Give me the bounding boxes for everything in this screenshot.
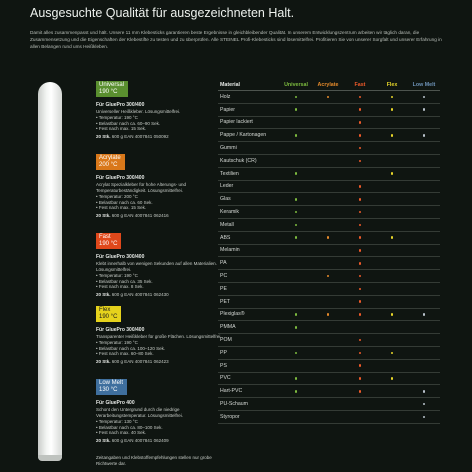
material-name: Gummi — [220, 145, 237, 152]
material-name: PP — [220, 349, 227, 356]
table-cell — [280, 224, 312, 227]
product-fast — [96, 232, 222, 298]
suitable-dot-icon — [391, 108, 394, 111]
product-compat: Für GluePro 300/400 — [96, 175, 145, 181]
table-cell — [344, 339, 376, 342]
table-row — [218, 296, 440, 309]
product-badge — [96, 233, 121, 249]
suitable-dot-icon — [359, 96, 362, 99]
material-name: Holz — [220, 93, 231, 100]
product-bullet: • Fest nach max. 40 Sek. — [96, 430, 222, 436]
glue-stick-tip — [38, 455, 62, 461]
product-name: Universal — [99, 82, 125, 88]
table-row — [218, 91, 440, 104]
table-row — [218, 385, 440, 398]
suitable-dot-icon — [295, 134, 298, 137]
product-desc: Acrylat Spezialkleber für hohe Alterungs- und Temperaturbeständigkeit. Lösungsmittelfrei. — [96, 182, 187, 193]
glue-stick-image — [38, 82, 62, 460]
order-ean: 600 g EAN 4007841 050092 — [111, 134, 169, 140]
suitable-dot-icon — [359, 313, 362, 316]
table-cell — [408, 108, 440, 111]
column-header-acrylate: Acrylate — [317, 81, 339, 88]
material-name: PMMA — [220, 324, 236, 331]
suitable-dot-icon — [423, 134, 426, 137]
footnote: Zeitangaben und Klebstoffempfehlungen stellen nur grobe Richtwerte dar. — [96, 455, 212, 466]
suitable-dot-icon — [327, 275, 330, 278]
table-cell — [344, 352, 376, 355]
product-order — [96, 213, 222, 219]
table-cell — [408, 96, 440, 99]
order-ean: 600 g EAN 4007841 062416 — [111, 213, 169, 219]
product-bullet: • Fest nach max. 15 Sek. — [96, 205, 222, 211]
product-acrylate — [96, 153, 222, 219]
table-row — [218, 193, 440, 206]
table-cell — [344, 160, 376, 163]
material-name: Glas — [220, 196, 231, 203]
suitable-dot-icon — [391, 172, 394, 175]
suitable-dot-icon — [295, 224, 298, 227]
suitable-dot-icon — [359, 134, 362, 137]
suitable-dot-icon — [391, 236, 394, 239]
table-cell — [280, 326, 312, 329]
suitable-dot-icon — [359, 198, 362, 201]
table-row — [218, 155, 440, 168]
table-row — [218, 232, 440, 245]
table-cell — [408, 416, 440, 419]
table-cell — [344, 108, 376, 111]
table-cell — [280, 211, 312, 214]
table-cell — [344, 390, 376, 393]
table-cell — [344, 262, 376, 265]
suitable-dot-icon — [423, 96, 426, 99]
order-ean: 600 g EAN 4007841 062423 — [111, 359, 169, 365]
table-row — [218, 411, 440, 424]
table-cell — [376, 352, 408, 355]
product-order — [96, 292, 222, 298]
table-row — [218, 142, 440, 155]
suitable-dot-icon — [359, 390, 362, 393]
table-cell — [280, 352, 312, 355]
suitable-dot-icon — [295, 211, 298, 214]
table-cell — [344, 300, 376, 303]
product-bullet: • Belastbar nach ca. 60 Sek. — [96, 200, 222, 206]
table-cell — [376, 108, 408, 111]
product-badge — [96, 306, 121, 322]
suitable-dot-icon — [391, 352, 394, 355]
material-header: Material — [220, 81, 241, 88]
table-cell — [280, 172, 312, 175]
table-row — [218, 334, 440, 347]
order-ean: 600 g EAN 4007841 062409 — [111, 438, 169, 444]
table-row — [218, 206, 440, 219]
product-bullet: • Temperatur: 200 °C — [96, 194, 222, 200]
material-name: Hart-PVC — [220, 388, 243, 395]
suitable-dot-icon — [359, 185, 362, 188]
product-temp: 190 °C — [99, 241, 118, 247]
suitable-dot-icon — [359, 288, 362, 291]
product-bullet: • Belastbar nach ca. 100–120 Sek. — [96, 346, 222, 352]
table-cell — [344, 249, 376, 252]
suitable-dot-icon — [295, 352, 298, 355]
table-cell — [312, 96, 344, 99]
table-cell — [376, 377, 408, 380]
table-cell — [344, 147, 376, 150]
product-temp: 190 °C — [99, 89, 118, 95]
suitable-dot-icon — [423, 416, 426, 419]
suitable-dot-icon — [423, 313, 426, 316]
product-low-melt — [96, 378, 222, 444]
table-row — [218, 347, 440, 360]
suitable-dot-icon — [423, 403, 426, 406]
column-header-low-melt: Low Melt — [412, 81, 436, 88]
material-name: Textilien — [220, 170, 239, 177]
product-badge — [96, 154, 125, 170]
material-name: ABS — [220, 234, 231, 241]
suitable-dot-icon — [295, 236, 298, 239]
product-name: Fast — [99, 234, 111, 240]
suitable-dot-icon — [359, 377, 362, 380]
suitable-dot-icon — [295, 198, 298, 201]
table-row — [218, 181, 440, 194]
product-bullets — [96, 194, 222, 211]
table-cell — [376, 236, 408, 239]
product-desc: Schont den Untergrund durch die niedrige Verarbeitungstemperatur. Lösungsmittelfrei. — [96, 407, 184, 418]
table-cell — [344, 364, 376, 367]
suitable-dot-icon — [391, 377, 394, 380]
table-cell — [280, 108, 312, 111]
suitable-dot-icon — [295, 96, 298, 99]
suitable-dot-icon — [359, 211, 362, 214]
table-cell — [344, 275, 376, 278]
material-name: Papier lackiert — [220, 119, 253, 126]
suitable-dot-icon — [327, 313, 330, 316]
table-cell — [344, 134, 376, 137]
suitable-dot-icon — [359, 300, 362, 303]
material-name: Melamin — [220, 247, 240, 254]
suitable-dot-icon — [295, 172, 298, 175]
table-cell — [280, 236, 312, 239]
order-ean: 600 g EAN 4007841 062430 — [111, 292, 169, 298]
table-cell — [408, 134, 440, 137]
product-bullet: • Belastbar nach ca. 80–100 Sek. — [96, 425, 222, 431]
product-compat: Für GluePro 300/400 — [96, 102, 145, 108]
product-desc: Universeller Heißkleber. Lösungsmittelfrei. — [96, 109, 181, 114]
product-order — [96, 438, 222, 444]
material-name: Keramik — [220, 209, 240, 216]
material-name: PET — [220, 298, 231, 305]
table-cell — [376, 96, 408, 99]
product-temp: 130 °C — [99, 387, 118, 393]
column-headers — [280, 82, 440, 88]
table-cell — [312, 275, 344, 278]
material-name: PU-Schaum — [220, 401, 248, 408]
material-name: PC — [220, 273, 228, 280]
table-cell — [344, 377, 376, 380]
product-name: Low Melt — [99, 380, 124, 386]
material-name: Plexiglas® — [220, 311, 245, 318]
table-cell — [280, 377, 312, 380]
suitable-dot-icon — [359, 121, 362, 124]
product-universal — [96, 80, 222, 140]
suitable-dot-icon — [359, 108, 362, 111]
product-bullet: • Belastbar nach ca. 60–90 Sek. — [96, 121, 222, 127]
table-cell — [344, 313, 376, 316]
table-cell — [344, 211, 376, 214]
suitable-dot-icon — [423, 108, 426, 111]
product-bullet: • Fest nach max. 15 Sek. — [96, 126, 222, 132]
product-bullets — [96, 419, 222, 436]
table-body — [218, 91, 440, 424]
table-row — [218, 219, 440, 232]
table-cell — [312, 313, 344, 316]
table-header — [218, 80, 440, 91]
table-cell — [376, 172, 408, 175]
suitable-dot-icon — [359, 147, 362, 150]
suitable-dot-icon — [359, 364, 362, 367]
table-row — [218, 321, 440, 334]
suitable-dot-icon — [359, 275, 362, 278]
material-name: PA — [220, 260, 227, 267]
material-name: Papier — [220, 106, 235, 113]
table-cell — [344, 121, 376, 124]
product-bullets — [96, 273, 222, 290]
table-cell — [280, 96, 312, 99]
product-badge — [96, 379, 127, 395]
product-temp: 190 °C — [99, 314, 118, 320]
suitable-dot-icon — [327, 236, 330, 239]
table-row — [218, 398, 440, 411]
table-row — [218, 117, 440, 130]
product-name: Acrylate — [99, 155, 121, 161]
material-name: Pappe / Kartonagen — [220, 132, 267, 139]
product-bullet: • Temperatur: 130 °C — [96, 419, 222, 425]
table-cell — [344, 185, 376, 188]
table-cell — [344, 236, 376, 239]
suitable-dot-icon — [391, 134, 394, 137]
product-desc: Transparenter Heißkleber für große Flächen. Lösungsmittelfrei. — [96, 334, 222, 339]
suitable-dot-icon — [359, 352, 362, 355]
suitable-dot-icon — [423, 390, 426, 393]
table-row — [218, 245, 440, 258]
product-flex — [96, 305, 222, 365]
product-badge — [96, 81, 128, 97]
column-header-flex: Flex — [386, 81, 398, 88]
product-bullet: • Temperatur: 190 °C — [96, 340, 222, 346]
suitable-dot-icon — [295, 377, 298, 380]
table-cell — [376, 313, 408, 316]
suitable-dot-icon — [359, 262, 362, 265]
material-name: Leder — [220, 183, 234, 190]
product-temp: 200 °C — [99, 162, 118, 168]
table-cell — [312, 236, 344, 239]
table-row — [218, 104, 440, 117]
table-cell — [344, 224, 376, 227]
suitable-dot-icon — [359, 249, 362, 252]
material-table — [218, 80, 440, 424]
order-qty: 20 Stk. — [96, 134, 111, 140]
product-bullets — [96, 115, 222, 132]
material-name: PVC — [220, 375, 231, 382]
column-header-universal: Universal — [284, 81, 308, 88]
material-name: Kautschuk (CR) — [220, 157, 257, 164]
table-cell — [344, 96, 376, 99]
table-cell — [280, 313, 312, 316]
table-row — [218, 309, 440, 322]
product-order — [96, 359, 222, 365]
product-order — [96, 134, 222, 140]
table-cell — [376, 134, 408, 137]
order-qty: 20 Stk. — [96, 438, 111, 444]
material-name: Styropor — [220, 413, 240, 420]
table-row — [218, 373, 440, 386]
suitable-dot-icon — [359, 160, 362, 163]
table-cell — [408, 390, 440, 393]
suitable-dot-icon — [391, 96, 394, 99]
product-bullet: • Belastbar nach ca. 35 Sek. — [96, 279, 222, 285]
suitable-dot-icon — [359, 236, 362, 239]
page-heading: Ausgesuchte Qualität für ausgezeichneten Halt. — [30, 6, 295, 20]
table-row — [218, 129, 440, 142]
table-row — [218, 360, 440, 373]
material-name: POM — [220, 337, 232, 344]
material-name: Metall — [220, 221, 234, 228]
table-cell — [344, 288, 376, 291]
product-name: Flex — [99, 307, 111, 313]
table-cell — [344, 198, 376, 201]
product-bullets — [96, 340, 222, 357]
suitable-dot-icon — [295, 390, 298, 393]
product-bullet: • Fest nach max. 8 Sek. — [96, 284, 222, 290]
intro-paragraph: Damit alles zusammenpasst und hält. Unsere 11 mm Klebesticks garantieren beste Ergebnisse in gleichbleibender Qualität. In unserem Entwicklungszentrum arbeiten wir täglich daran, die Zusammensetzung und die Eigenschaften der Klebestifte zu testen und zu überprüfen. Alle STEINEL Profi-Klebesticks sind lösemittelfrei. Profitieren Sie von unserer Sorgfalt und unserer Erfahrung in allen Belangen rund ums Heißkleben. — [30, 30, 442, 50]
suitable-dot-icon — [295, 326, 298, 329]
product-compat: Für GluePro 300/400 — [96, 254, 145, 260]
order-qty: 20 Stk. — [96, 213, 111, 219]
product-bullet: • Temperatur: 190 °C — [96, 115, 222, 121]
product-desc: Klebt innerhalb von wenigen Sekunden auf allen Materialien. Lösungsmittelfrei. — [96, 261, 217, 272]
suitable-dot-icon — [391, 313, 394, 316]
column-header-fast: Fast — [354, 81, 366, 88]
order-qty: 20 Stk. — [96, 292, 111, 298]
table-row — [218, 283, 440, 296]
suitable-dot-icon — [359, 339, 362, 342]
table-row — [218, 257, 440, 270]
product-bullet: • Fest nach max. 60–80 Sek. — [96, 351, 222, 357]
table-cell — [408, 403, 440, 406]
product-compat: Für GluePro 300/400 — [96, 327, 145, 333]
suitable-dot-icon — [327, 96, 330, 99]
suitable-dot-icon — [295, 313, 298, 316]
product-bullet: • Temperatur: 190 °C — [96, 273, 222, 279]
table-row — [218, 168, 440, 181]
suitable-dot-icon — [359, 224, 362, 227]
suitable-dot-icon — [295, 108, 298, 111]
table-cell — [280, 134, 312, 137]
table-cell — [280, 198, 312, 201]
table-cell — [408, 313, 440, 316]
product-compat: Für GluePro 400 — [96, 400, 135, 406]
table-cell — [280, 390, 312, 393]
table-row — [218, 270, 440, 283]
material-name: PS — [220, 362, 227, 369]
material-name: PE — [220, 285, 227, 292]
order-qty: 20 Stk. — [96, 359, 111, 365]
